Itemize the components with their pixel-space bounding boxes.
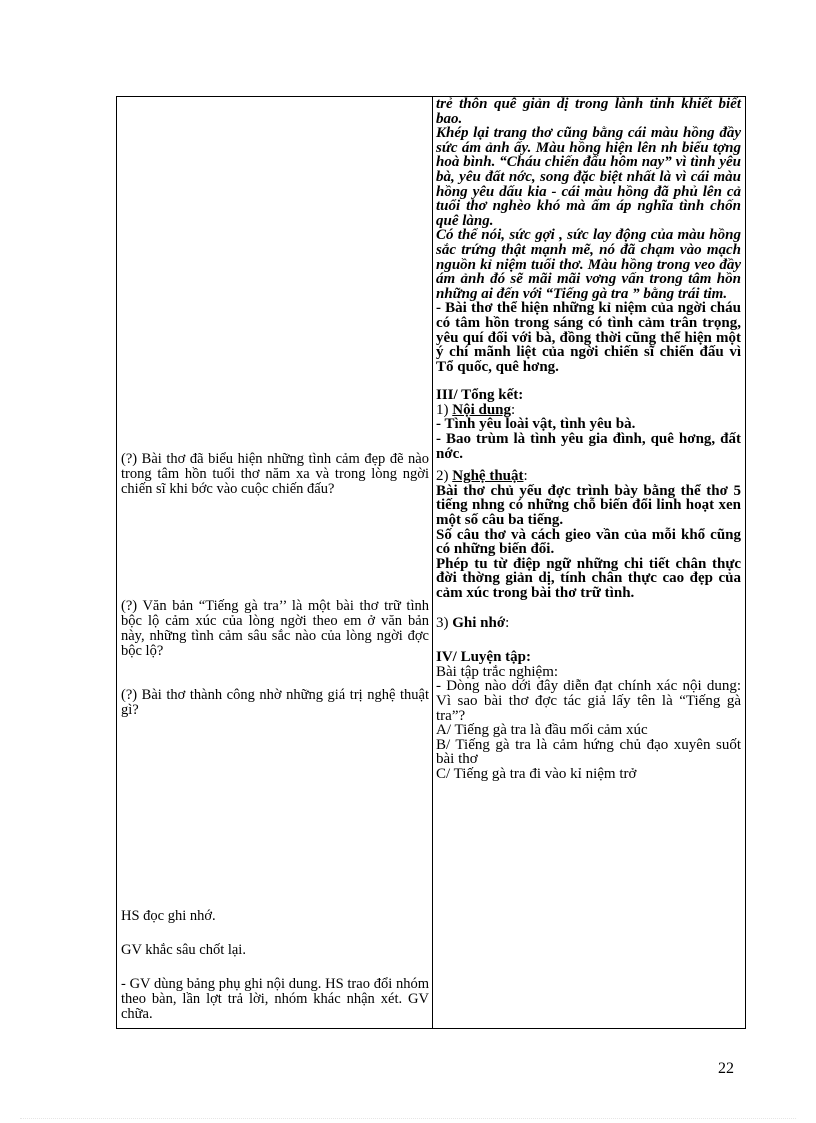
gv-board-note: - GV dùng bảng phụ ghi nội dung. HS trao đổi nhóm theo bàn, lần lợt trả lời, nhóm khác nhận xét. GV chữa. (121, 976, 429, 1022)
gv-emphasis-note: GV khắc sâu chốt lại. (121, 942, 246, 958)
content-subheading: 1) Nội dung: (436, 401, 516, 418)
footer-divider (20, 1118, 796, 1119)
option-b: B/ Tiếng gà tra là cảm hứng chủ đạo xuyên suốt bài thơ (436, 736, 741, 768)
content-text (436, 97, 741, 782)
question-1: (?) Bài thơ đã biểu hiện những tình cảm đẹp đẽ nào trong tâm hồn tuổi thơ năm xa và trong lòng ngời chiến sĩ khi bớc vào cuộc chiến đấu? (121, 451, 429, 497)
question-3: (?) Bài thơ thành công nhờ những giá trị nghệ thuật gì? (121, 687, 429, 718)
content-item-2: - Bao trùm là tình yêu gia đình, quê hơng, đất nớc. (436, 431, 741, 462)
teacher-activity-cell (117, 97, 433, 1029)
section-4-title: IV/ Luyện tập: (436, 649, 532, 666)
art-item-1: Bài thơ chủ yếu đợc trình bày bằng thể thơ 5 tiếng nhng có những chỗ biến đổi linh hoạt xen một số câu ba tiếng. (436, 482, 741, 529)
para-evocative: Có thể nói, sức gợi , sức lay động của màu hồng sắc trứng thật mạnh mẽ, nó đã chạm vào mạch nguồn kỉ niệm tuổi thơ. Màu hồng trong veo đầy ám ảnh đó sẽ mãi mãi vơng vấn trong tâm hồn những ai đến với “Tiếng gà tra ” bằng trái tim. (436, 227, 741, 302)
exercise-question: - Dòng nào dới đây diễn đạt chính xác nội dung: Vì sao bài thơ đợc tác giả lấy tên là “Tiếng gà tra”? (436, 678, 741, 724)
para-summary: - Bài thơ thể hiện những kỉ niệm của ngời cháu có tâm hồn trong sáng có tình cảm trân trọng, yêu quí đối với bà, đồng thời cũng thể hiện một ý chí mãnh liệt của ngời chiến sĩ chiến đấu vì Tổ quốc, quê hơng. (436, 300, 741, 375)
option-c: C/ Tiếng gà tra đi vào kỉ niệm trở (436, 765, 637, 782)
section-3-title: III/ Tổng kết: (436, 387, 524, 404)
option-a: A/ Tiếng gà tra là đầu mối cảm xúc (436, 722, 648, 739)
question-2: (?) Văn bản “Tiếng gà tra’’ là một bài thơ trữ tình bộc lộ cảm xúc của lòng ngời theo em ở văn bản này, những tình cảm sâu sắc nào của lòng ngời đợc bộc lộ? (121, 598, 429, 659)
content-cell (433, 97, 746, 1029)
content-item-1: - Tình yêu loài vật, tình yêu bà. (436, 416, 636, 433)
para-pink-color: Khép lại trang thơ cũng bằng cái màu hồng đầy sức ám ảnh ấy. Màu hồng hiện lên nh biểu tợng hoà bình. “Cháu chiến đấu hôm nay” vì tình yêu bà, yêu đất nớc, song đặc biệt nhất là vì cái màu hồng yêu dấu kia - cái màu hồng đã phủ lên cả tuổi thơ nghèo khó mà ấm áp nghĩa tình chốn quê làng. (436, 125, 741, 229)
lesson-table (116, 96, 746, 1029)
memo-subheading: 3) Ghi nhớ: (436, 614, 510, 631)
para-intro-end: trẻ thôn quê giản dị trong lành tinh khiết biết bao. (436, 97, 741, 127)
art-subheading: 2) Nghệ thuật: (436, 468, 528, 485)
table-row (117, 97, 746, 1029)
page-number: 22 (718, 1060, 734, 1077)
art-item-2: Số câu thơ và cách gieo vần của mỗi khổ cũng có những biến đổi. (436, 526, 741, 558)
exercise-label: Bài tập trắc nghiệm: (436, 663, 559, 680)
hs-read-note: HS đọc ghi nhớ. (121, 908, 216, 924)
art-item-3: Phép tu từ điệp ngữ những chi tiết chân thực đời thờng giản dị, tính chân thực cao đẹp của cảm xúc trong bài thơ trữ tình. (436, 555, 741, 601)
